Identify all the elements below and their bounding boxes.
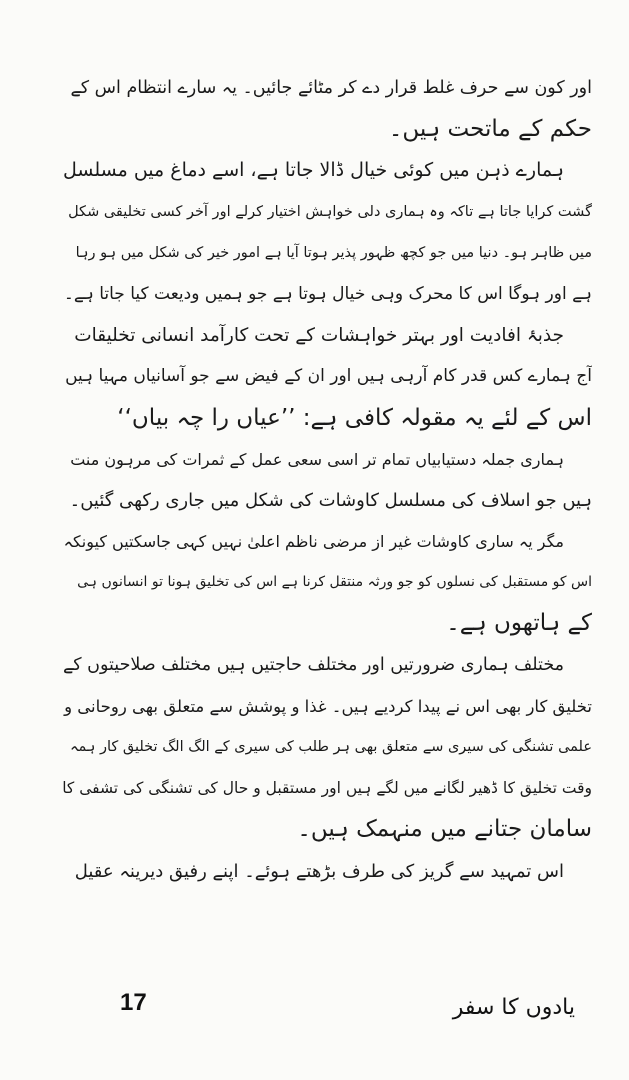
text-line: آج ہمارے کس قدر کام آرہی ہیں اور ان کے فیض سے جو آسانیاں مہیا ہیں xyxy=(65,366,592,387)
text-line: اس کو مستقبل کی نسلوں کو جو ورثہ منتقل کرنا ہے اس کی تخلیق ہونا تو انسانوں ہی xyxy=(77,574,592,591)
text-line: اس کے لئے یہ مقولہ کافی ہے: ’’عیاں را چہ بیاں‘‘ xyxy=(117,404,592,431)
text-line: ہماری جملہ دستیابیاں تمام تر اسی سعی عمل کے ثمرات کی مرہون منت xyxy=(70,449,564,469)
body-text xyxy=(62,68,592,892)
text-line: گشت کرایا جاتا ہے تاکہ وہ ہماری دلی خواہش اختیار کرلے اور آخر کسی تخلیقی شکل xyxy=(68,203,592,220)
text-line: جذبۂ افادیت اور بہتر خواہشات کے تحت کارآمد انسانی تخلیقات xyxy=(74,325,564,347)
text-line: حکم کے ماتحت ہیں۔ xyxy=(388,116,592,143)
page-number: 17 xyxy=(120,989,147,1016)
text-line: مگر یہ ساری کاوشات غیر از مرضی ناظم اعلیٰ نہیں کہی جاسکتیں کیونکہ xyxy=(63,532,564,552)
running-title: یادوں کا سفر xyxy=(452,995,575,1020)
text-line: مختلف ہماری ضرورتیں اور مختلف حاجتیں ہیں مختلف صلاحیتوں کے xyxy=(62,654,564,675)
text-line: اس تمہید سے گریز کی طرف بڑھتے ہوئے۔ اپنے رفیق دیرینہ عقیل xyxy=(74,860,564,882)
text-line: کے ہاتھوں ہے۔ xyxy=(446,610,592,637)
text-line: تخلیق کار بھی اس نے پیدا کردیے ہیں۔ غذا و پوشش سے متعلق بھی روحانی و xyxy=(64,696,592,716)
text-line: سامان جتانے میں منہمک ہیں۔ xyxy=(297,816,592,843)
text-line: علمی تشنگی کی سیری سے متعلق بھی ہر طلب کی سیری کے الگ الگ تخلیق کار ہمہ xyxy=(70,739,592,755)
text-line: اور کون سے حرف غلط قرار دے کر مٹائے جائیں۔ یہ سارے انتظام اس کے xyxy=(70,78,592,98)
text-line: ہے اور ہوگا اس کا محرک وہی خیال ہوتا ہے جو ہمیں ودیعت کیا جاتا ہے۔ xyxy=(63,283,592,304)
text-line: وقت تخلیق کا ڈھیر لگانے میں لگے ہیں اور مستقبل و حال کی تشنگی کی تشفی کا xyxy=(62,779,592,798)
text-line: میں ظاہر ہو۔ دنیا میں جو کچھ ظہور پذیر ہوتا آیا ہے امور خیر کی شکل میں ہو رہا xyxy=(75,244,592,261)
page-footer xyxy=(0,985,629,1045)
text-line: ہمارے ذہن میں کوئی خیال ڈالا جاتا ہے، اسے دماغ میں مسلسل xyxy=(63,159,564,182)
text-line: ہیں جو اسلاف کی مسلسل کاوشات کی شکل میں جاری رکھی گئیں۔ xyxy=(69,489,592,511)
